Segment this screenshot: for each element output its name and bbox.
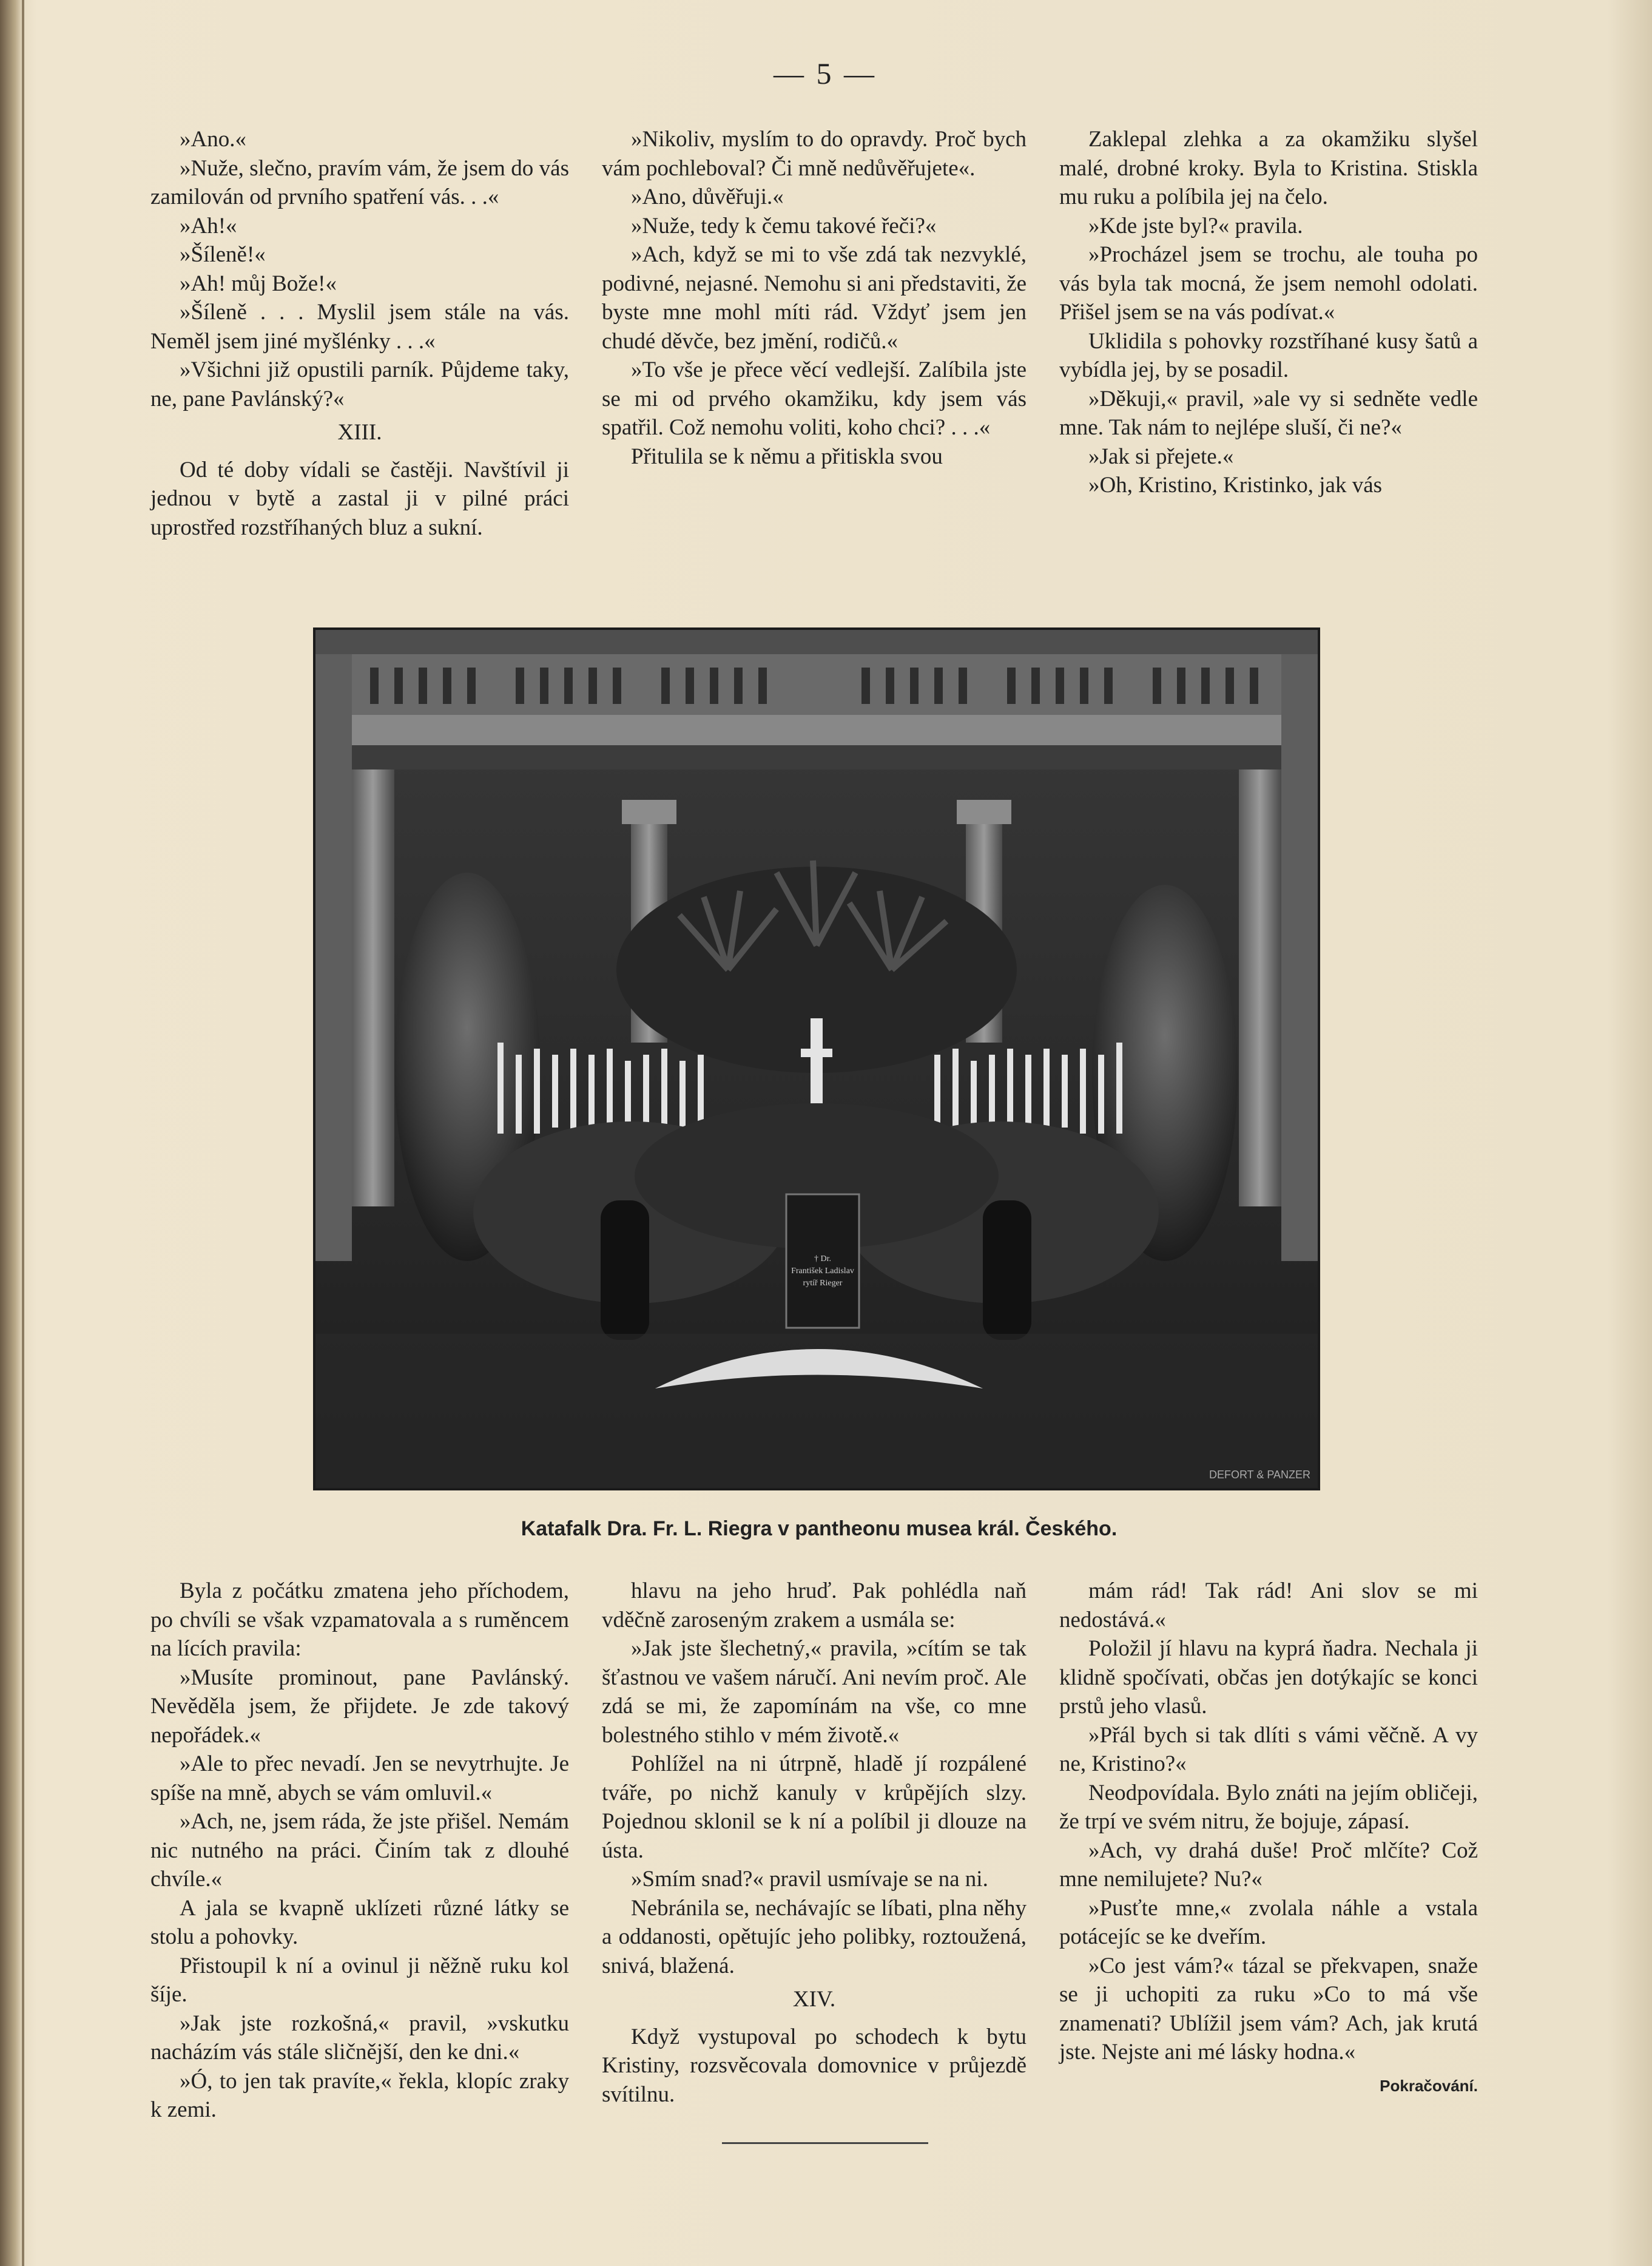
paragraph: Uklidila s pohovky rozstříhané kusy šatů a vybídla jej, by se posadil. [1059,328,1478,382]
paragraph: »Ah!« [180,213,237,238]
paragraph: »Ano, důvěřuji.« [631,184,784,209]
paragraph: A jala se kvapně uklízeti různé látky se stolu a pohovky. [150,1895,569,1949]
paragraph: »Nikoliv, myslím to do opravdy. Proč bych vám pochleboval? Či mně nedůvěřujete«. [602,127,1027,181]
paragraph: »Ach, když se mi to vše zdá tak nezvyklé, podivné, nejasné. Nemohu si ani představiti, že byste mne mohl míti rád. Vždyť jsem jen chudé děvče, bez jmění, rodičů.« [602,242,1027,354]
paragraph: »Nuže, tedy k čemu takové řeči?« [631,213,937,238]
paragraph: »Jak jste rozkošná,« pravil, »vskutku nacházím vás stále sličnější, den ke dni.« [150,2011,569,2065]
paragraph: Od té doby vídali se častěji. Navštívil ji jednou v bytě a zastal ji v pilné práci uprostřed rozstříhaných bluz a sukní. [150,457,569,540]
paragraph: mám rád! Tak rád! Ani slov se mi nedostává.« [1059,1578,1478,1632]
paragraph: Když vystupoval po schodech k bytu Kristiny, rozsvěcovala domovnice v průjezdě svítilnu. [602,2024,1027,2107]
paragraph: »Šíleně!« [180,242,266,267]
paragraph: »Kde jste byl?« pravila. [1088,213,1303,238]
paragraph: »Smím snad?« pravil usmívaje se na ni. [631,1867,988,1892]
paragraph: »Co jest vám?« tázal se překvapen, snaže se ji uchopiti za ruku »Co to má vše znamenati? Ublížil jsem vám? Ach, jak krutá jste. Nejste ani mé lásky hodna.« [1059,1953,1478,2065]
page-binding [0,0,22,2266]
paragraph: »Nuže, slečno, pravím vám, že jsem do vás zamilován od prvního spatření vás. . .« [150,155,569,209]
chapter-heading: XIII. [337,420,382,445]
paragraph: Pohlížel na ni útrpně, hladě jí rozpálené tváře, po nichž kanuly v krůpějích slzy. Pojednou sklonil se k ní a políbil ji dlouze na ústa. [602,1751,1027,1863]
paragraph: »Ale to přec nevadí. Jen se nevytrhujte. Je spíše na mně, abych se vám omluvil.« [150,1751,569,1805]
continuation-note: Pokračování. [1380,2076,1478,2095]
paragraph: »Pusťte mne,« zvolala náhle a vstala potácejíc se ke dveřím. [1059,1895,1478,1949]
paragraph: »Oh, Kristino, Kristinko, jak vás [1088,473,1383,498]
plaque-line: František Ladislav [791,1267,854,1276]
paragraph: Neodpovídala. Bylo znáti na jejím obličeji, že trpí ve svém nitru, že bojuje, zápasí. [1059,1780,1478,1834]
paragraph: »Ó, to jen tak pravíte,« řekla, klopíc zraky k zemi. [150,2068,569,2122]
paragraph: »Děkuji,« pravil, »ale vy si sedněte vedle mne. Tak nám to nejlépe sluší, či ne?« [1059,386,1478,440]
photo-credit: DEFORT & PANZER [1209,1469,1310,1481]
paragraph: »Šíleně . . . Myslil jsem stále na vás. Neměl jsem jiné myšlénky . . .« [150,300,569,354]
paragraph: Byla z počátku zmatena jeho příchodem, po chvíli se však vzpamatovala a s ruměncem na lících pravila: [150,1578,569,1661]
paragraph: »Jak jste šlechetný,« pravila, »cítím se tak šťastnou ve vašem náručí. Ani nevím proč. Ale zdá se mi, že zapomínám na vše, co mne bolestného stihlo v mém životě.« [602,1636,1027,1748]
column-top-left [150,125,569,542]
section-divider [722,2142,928,2144]
column-bottom-right [1059,1577,1478,2100]
paragraph: »Všichni již opustili parník. Půjdeme taky, ne, pane Pavlánský?« [150,357,569,411]
column-bottom-left [150,1577,569,2125]
photo-caption: Katafalk Dra. Fr. L. Riegra v pantheonu musea král. Českého. [521,1517,1118,1540]
catafalque-photograph [313,627,1320,1490]
paragraph: hlavu na jeho hruď. Pak pohlédla naň vděčně zaroseným zrakem a usmála se: [602,1578,1027,1632]
paragraph: »Ano.« [180,127,246,152]
column-top-middle [602,125,1027,471]
binding-edge [22,0,24,2266]
paragraph: Položil jí hlavu na kyprá ňadra. Nechala ji klidně spočívati, občas jen dotýkajíc se konci prstů jeho vlasů. [1059,1636,1478,1719]
paragraph: »Procházel jsem se trochu, ale touha po vás byla tak mocná, že jsem nemohl odolati. Přišel jsem se na vás podívat.« [1059,242,1478,325]
paragraph: Přistoupil k ní a ovinul ji něžně ruku kol šíje. [150,1953,569,2007]
paragraph: »Přál bych si tak dlíti s vámi věčně. A vy ne, Kristino?« [1059,1722,1478,1776]
paragraph: Zaklepal zlehka a za okamžiku slyšel malé, drobné kroky. Byla to Kristina. Stiskla mu ruku a políbila jej na čelo. [1059,127,1478,209]
paragraph: »Jak si přejete.« [1088,444,1234,469]
plaque-line: rytíř Rieger [803,1279,843,1288]
paragraph: Nebránila se, nechávajíc se líbati, plna něhy a oddanosti, opětujíc jeho polibky, roztoužená, snivá, blažená. [602,1895,1027,1978]
page-number: — 5 — [774,56,877,90]
paragraph: »Ach, ne, jsem ráda, že jste přišel. Nemám nic nutného na práci. Činím tak z dlouhé chvíle.« [150,1809,569,1892]
paragraph: »Ach, vy drahá duše! Proč mlčíte? Což mne nemilujete? Nu?« [1059,1838,1478,1892]
paragraph: »Ah! můj Bože!« [180,271,337,296]
plaque-line: † Dr. [814,1254,831,1263]
column-bottom-middle [602,1577,1027,2109]
paragraph: »Musíte prominout, pane Pavlánský. Nevěděla jsem, že přijdete. Je zde takový nepořádek.« [150,1665,569,1748]
chapter-heading: XIV. [792,1987,836,2012]
paragraph: Přitulila se k němu a přitiskla svou [631,444,943,469]
column-top-right [1059,125,1478,500]
photo-illustration [315,630,1318,1488]
paragraph: »To vše je přece věcí vedlejší. Zalíbila jste se mi od prvého okamžiku, kdy jsem vás spatřil. Což nemohu voliti, koho chci? . . .« [602,357,1027,440]
